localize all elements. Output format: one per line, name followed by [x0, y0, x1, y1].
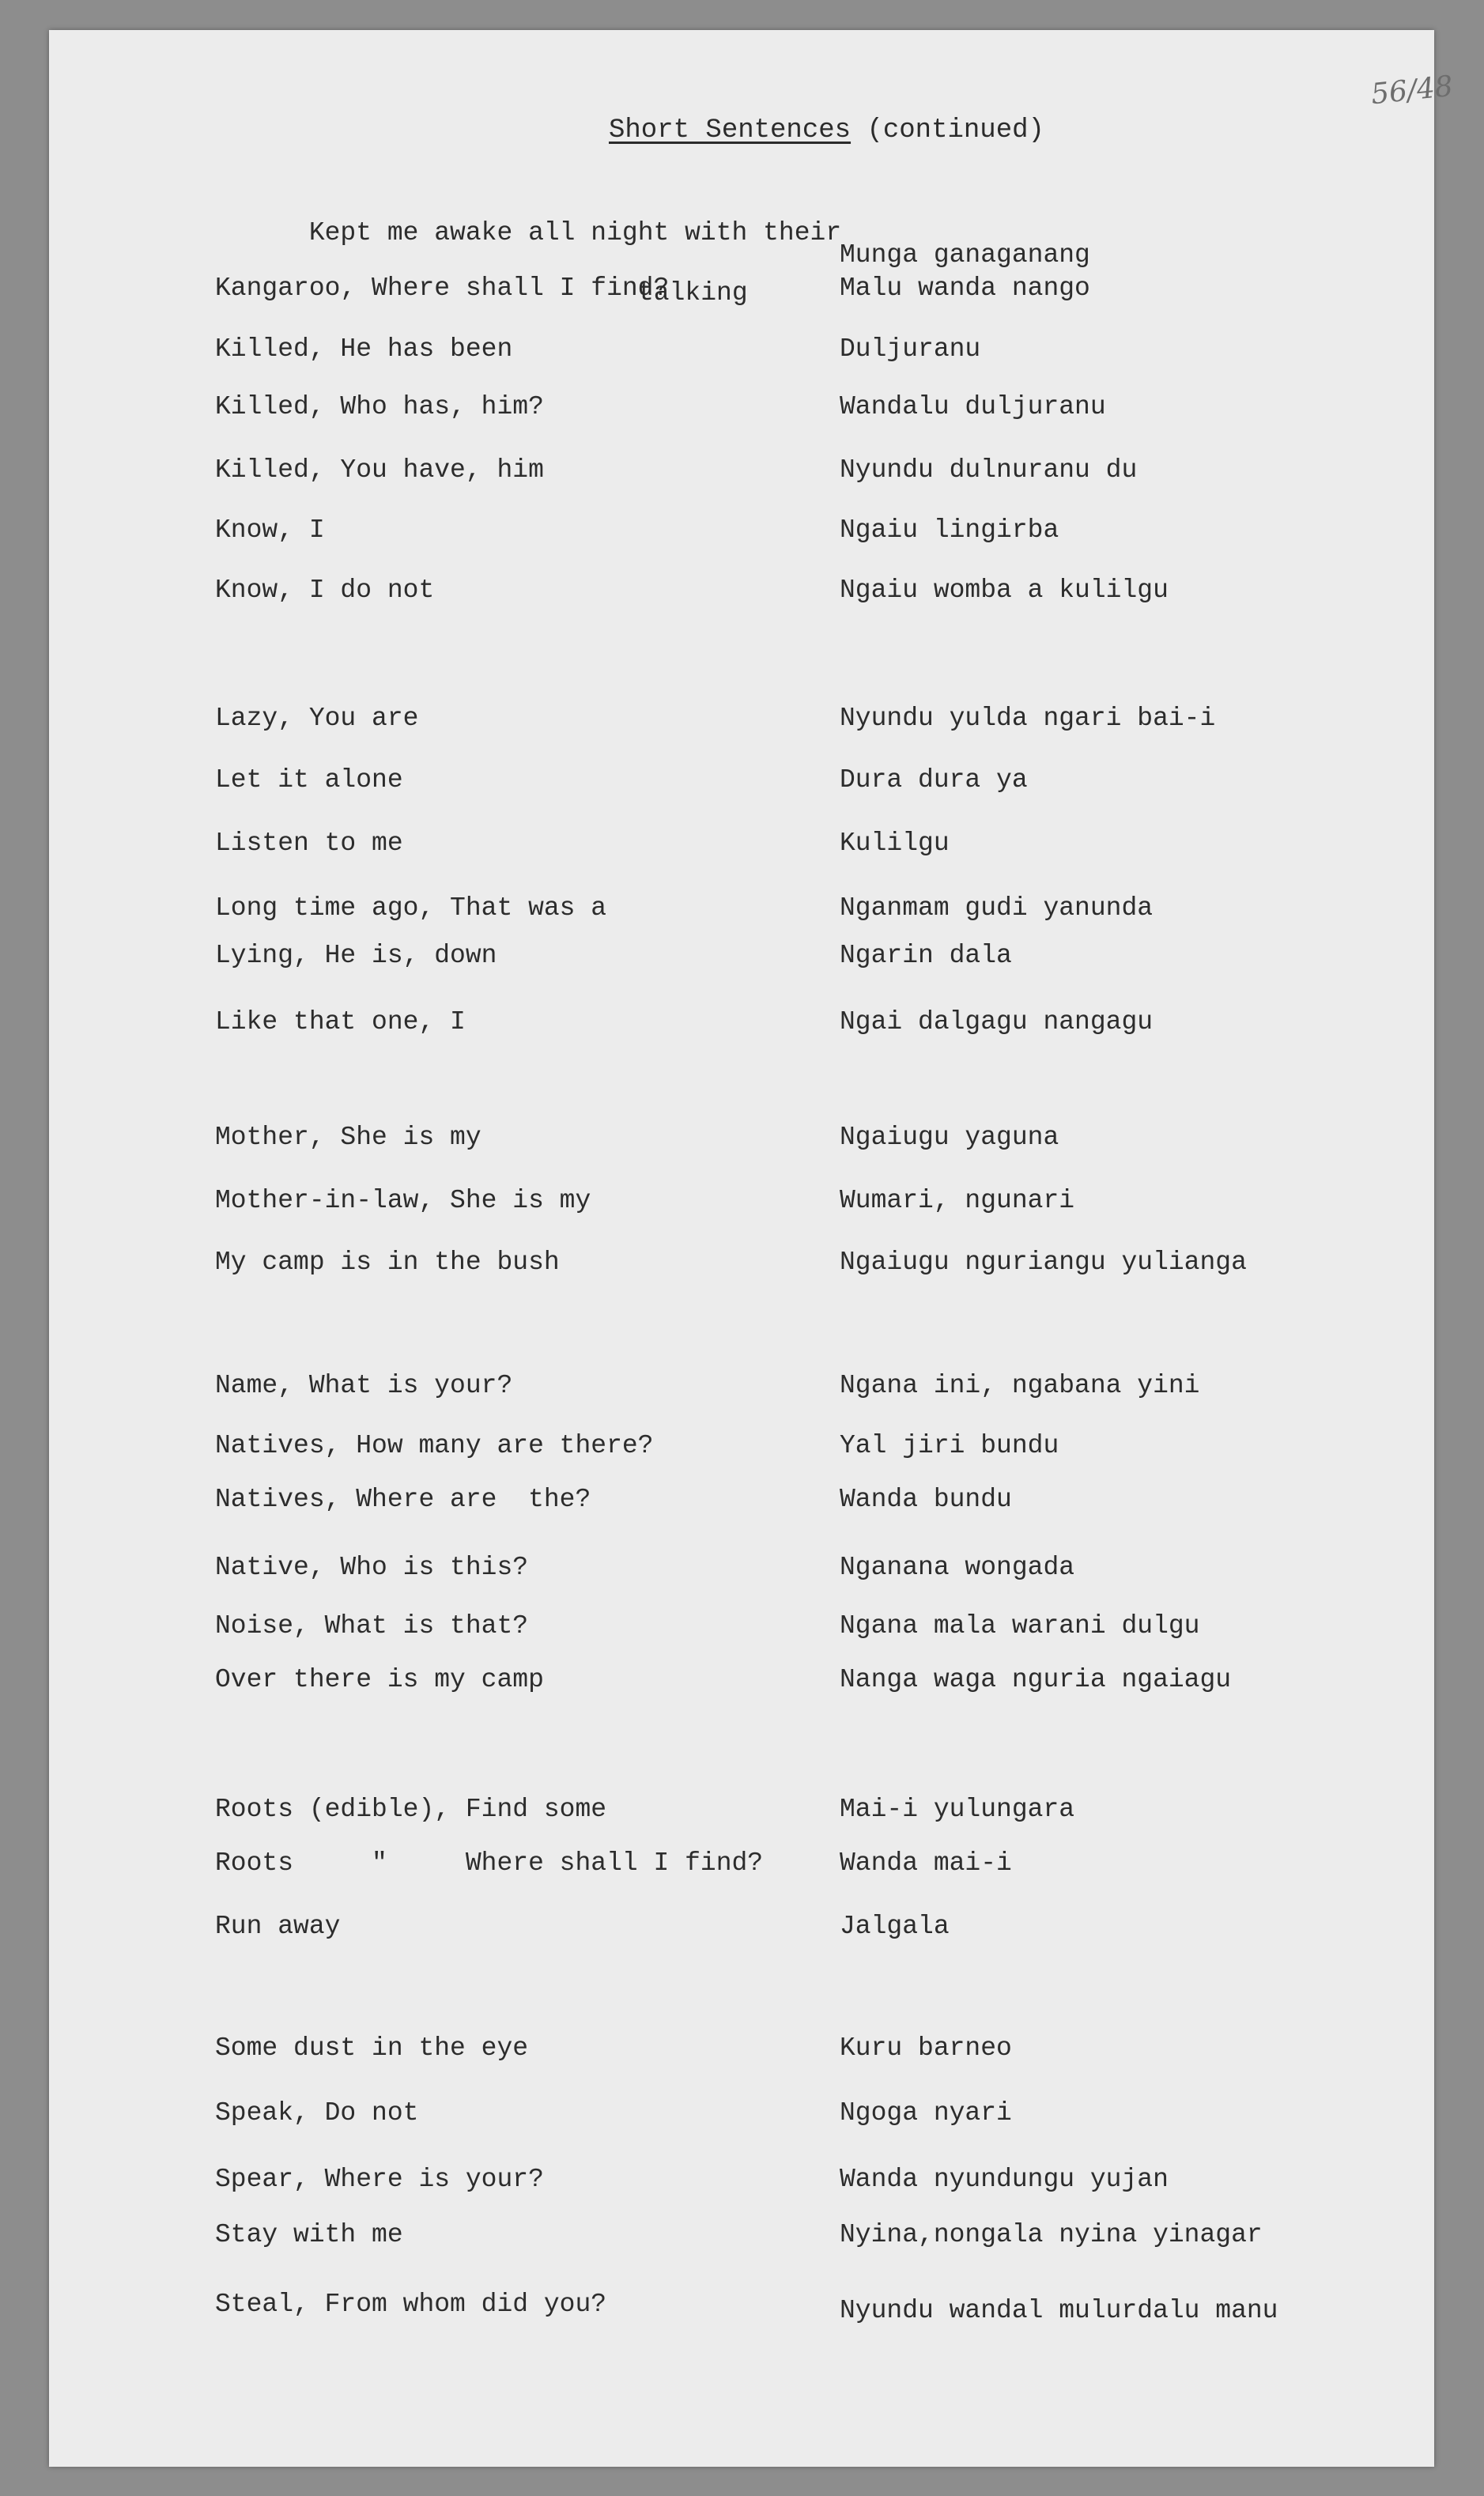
- english-phrase: Noise, What is that?: [215, 1611, 529, 1641]
- native-translation: Yal jiri bundu: [840, 1431, 1059, 1460]
- native-translation: Nyundu wandal mulurdalu manu: [840, 2296, 1278, 2325]
- english-phrase: Lying, He is, down: [215, 941, 497, 970]
- native-translation: Wanda mai-i: [840, 1848, 1012, 1878]
- english-phrase: Steal, From whom did you?: [215, 2290, 607, 2319]
- english-phrase: Know, I: [215, 515, 325, 545]
- english-phrase: Mother, She is my: [215, 1123, 481, 1152]
- english-phrase: My camp is in the bush: [215, 1248, 560, 1277]
- english-phrase: Killed, You have, him: [215, 455, 544, 485]
- english-phrase: Native, Who is this?: [215, 1553, 529, 1582]
- english-phrase: Natives, How many are there?: [215, 1431, 654, 1460]
- english-phrase: Roots " Where shall I find?: [215, 1848, 764, 1878]
- native-translation: Wandalu duljuranu: [840, 392, 1106, 421]
- english-phrase: Speak, Do not: [215, 2098, 419, 2128]
- native-translation: Wanda bundu: [840, 1485, 1012, 1514]
- native-translation: Ngana ini, ngabana yini: [840, 1371, 1200, 1400]
- native-translation: Munga ganaganang: [840, 240, 1090, 270]
- english-phrase: Natives, Where are the?: [215, 1485, 591, 1514]
- english-phrase: Long time ago, That was a: [215, 893, 607, 923]
- native-translation: Ngaiu lingirba: [840, 515, 1059, 545]
- title-suffix: (continued): [867, 115, 1044, 145]
- native-translation: Ngaiugu yaguna: [840, 1123, 1059, 1152]
- english-phrase: Roots (edible), Find some: [215, 1795, 607, 1824]
- english-phrase: Name, What is your?: [215, 1371, 513, 1400]
- english-phrase-continuation: talking: [638, 278, 748, 308]
- english-phrase: Listen to me: [215, 829, 403, 858]
- page-number: 56/48: [1369, 70, 1455, 111]
- english-phrase: Killed, He has been: [215, 334, 513, 364]
- native-translation: Ngana mala warani dulgu: [840, 1611, 1200, 1641]
- native-translation: Nyundu yulda ngari bai-i: [840, 704, 1216, 733]
- english-phrase: Like that one, I: [215, 1007, 466, 1037]
- native-translation: Nyina,nongala nyina yinagar: [840, 2220, 1263, 2249]
- native-translation: Nganmam gudi yanunda: [840, 893, 1154, 923]
- native-translation: Jalgala: [840, 1912, 950, 1941]
- typed-page: [49, 30, 1455, 2467]
- page-title: [609, 115, 1044, 145]
- english-phrase: Let it alone: [215, 765, 403, 795]
- native-translation: Wanda nyundungu yujan: [840, 2165, 1169, 2194]
- english-phrase: Some dust in the eye: [215, 2033, 529, 2063]
- native-translation: Nanga waga nguria ngaiagu: [840, 1665, 1232, 1694]
- english-phrase: Run away: [215, 1912, 341, 1941]
- english-phrase: Killed, Who has, him?: [215, 392, 544, 421]
- english-phrase: Know, I do not: [215, 576, 435, 605]
- english-phrase: Mother-in-law, She is my: [215, 1186, 591, 1215]
- english-phrase: Stay with me: [215, 2220, 403, 2249]
- title-main: Short Sentences: [609, 115, 852, 145]
- native-translation: Ngai dalgagu nangagu: [840, 1007, 1154, 1037]
- native-translation: Ngarin dala: [840, 941, 1012, 970]
- native-translation: Ngaiugu nguriangu yulianga: [840, 1248, 1247, 1277]
- native-translation: Nganana wongada: [840, 1553, 1075, 1582]
- native-translation: Kulilgu: [840, 829, 950, 858]
- native-translation: Malu wanda nango: [840, 274, 1090, 303]
- native-translation: Wumari, ngunari: [840, 1186, 1075, 1215]
- native-translation: Mai-i yulungara: [840, 1795, 1075, 1824]
- native-translation: Ngoga nyari: [840, 2098, 1012, 2128]
- native-translation: Dura dura ya: [840, 765, 1028, 795]
- native-translation: Nyundu dulnuranu du: [840, 455, 1138, 485]
- english-phrase: Lazy, You are: [215, 704, 419, 733]
- english-phrase: Kangaroo, Where shall I find?: [215, 274, 670, 303]
- english-phrase: Kept me awake all night with their talking: [215, 188, 863, 368]
- native-translation: Ngaiu womba a kulilgu: [840, 576, 1169, 605]
- english-phrase: Over there is my camp: [215, 1665, 544, 1694]
- english-phrase: Spear, Where is your?: [215, 2165, 544, 2194]
- native-translation: Duljuranu: [840, 334, 981, 364]
- native-translation: Kuru barneo: [840, 2033, 1012, 2063]
